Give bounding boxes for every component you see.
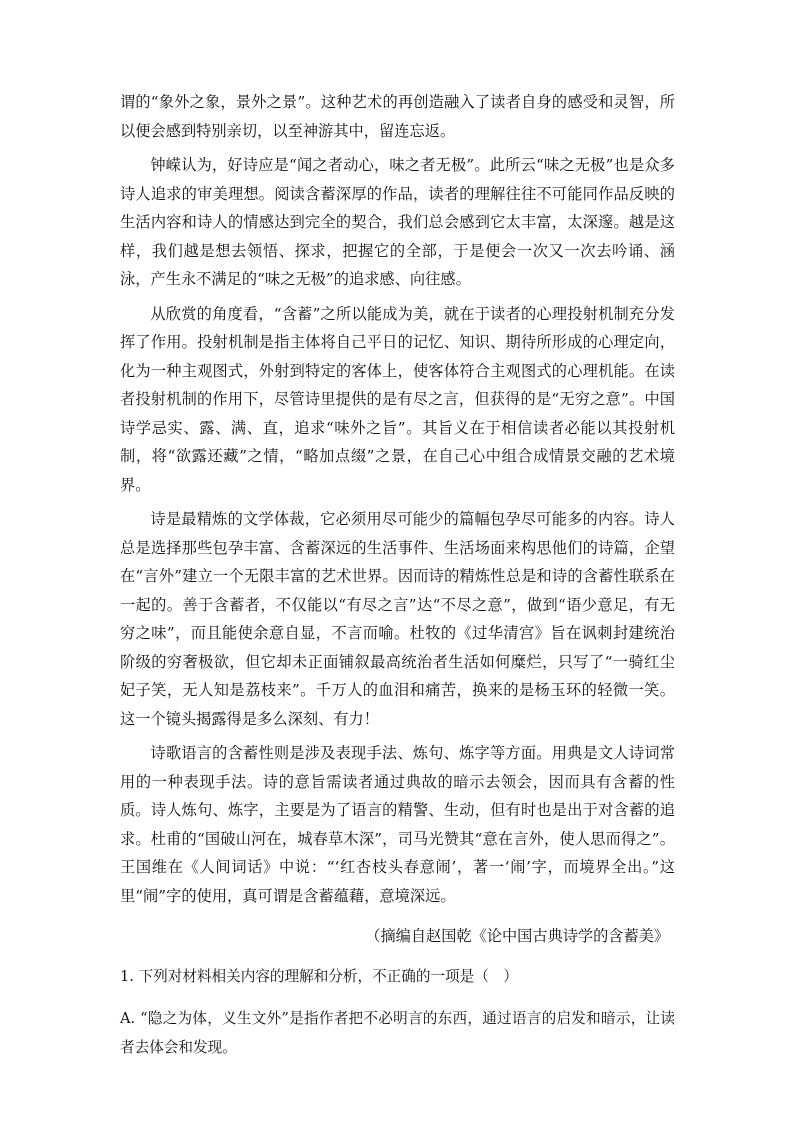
paragraph-concise: 诗是最精炼的文学体裁，它必须用尽可能少的篇幅包孕尽可能多的内容。诗人总是选择那些包孕丰富、含蓄深远的生活事件、生活场面来构思他们的诗篇，企望在“言外”建立一个无限丰富的艺术世界。因而诗的精炼性总是和诗的含蓄性联系在一起的。善于含蓄者，不仅能以“有尽之言”达“不尽之意”，做到“语少意足，有无穷之味”，而且能使余意自显，不言而喻。杜牧的《过华清宫》旨在讽刺封建统治阶级的穷奢极欲，但它却未正面铺叙最高统治者生活如何糜烂，只写了“一骑红尘妃子笑，无人知是荔枝来”。千万人的血泪和痛苦，换来的是杨玉环的轻微一笑。这一个镜头揭露得是多么深刻、有力！: [120, 510, 675, 728]
question-option-a: A. “隐之为体，义生文外”是指作者把不必明言的东西，通过语言的启发和暗示，让读者去体会和发现。: [120, 1010, 675, 1056]
paragraph-zhong-rong: 钟嵘认为，好诗应是“闻之者动心，味之者无极”。此所云“味之无极”也是众多诗人追求的审美理想。阅读含蓄深厚的作品，读者的理解往往不可能同作品反映的生活内容和诗人的情感达到完全的契合，我们总会感到它太丰富，太深邃。越是这样，我们越是想去领悟、探求，把握它的全部，于是便会一次又一次去吟诵、涵泳，产生永不满足的“味之无极”的追求感、向往感。: [120, 156, 675, 288]
paragraph-continuation: 谓的“象外之象，景外之景”。这种艺术的再创造融入了读者自身的感受和灵智，所以便会感到特别亲切，以至神游其中，留连忘返。: [120, 93, 675, 140]
paragraph-projection: 从欣赏的角度看，“含蓄”之所以能成为美，就在于读者的心理投射机制充分发挥了作用。投射机制是指主体将自己平日的记忆、知识、期待所形成的心理定向，化为一种主观图式，外射到特定的客体上，使客体符合主观图式的心理机能。在读者投射机制的作用下，尽管诗里提供的是有尽之言，但获得的是“无穷之意”。中国诗学忌实、露、满、直，追求“味外之旨”。其旨义在于相信读者必能以其投射机制，将“欲露还藏”之情，“略加点缀”之景，在自己心中组合成情景交融的艺术境界。: [120, 304, 675, 494]
document-page: [120, 88, 675, 1062]
paragraph-language: 诗歌语言的含蓄性则是涉及表现手法、炼句、炼字等方面。用典是文人诗词常用的一种表现手法。诗的意旨需读者通过典故的暗示去领会，因而具有含蓄的性质。诗人炼句、炼字，主要是为了语言的精警、生动，但有时也是出于对含蓄的追求。杜甫的“国破山河在，城春草木深”，司马光赞其“意在言外，使人思而得之”。王国维在《人间词话》中说：“‘红杏枝头春意闹’，著一‘闹’字，而境界全出。”这里“闹”字的使用，真可谓是含蓄蕴藉，意境深远。: [120, 744, 675, 905]
source-citation: （摘编自赵国乾《论中国古典诗学的含蓄美》: [365, 927, 669, 945]
question-stem: 1. 下列对材料相关内容的理解和分析，不正确的一项是（ ）: [120, 967, 519, 985]
